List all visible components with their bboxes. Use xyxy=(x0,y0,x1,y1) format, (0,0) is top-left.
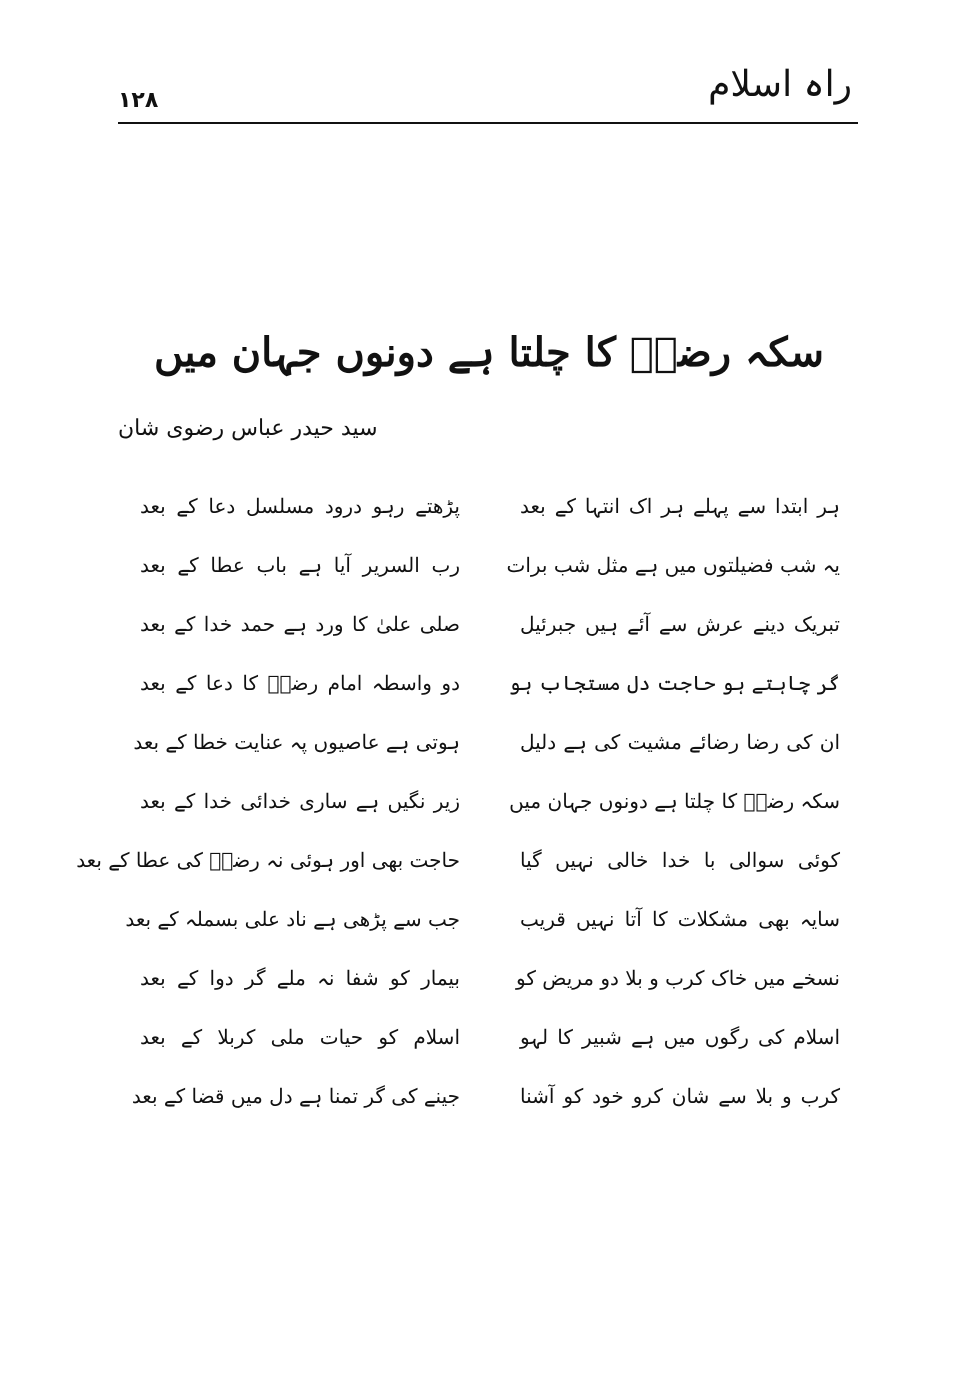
couplet-first-line: کوئی سوالی با خدا خالی نہیں گیا xyxy=(520,848,840,872)
header-divider xyxy=(118,122,858,124)
couplet-second-line: پڑھتے رہو درود مسلسل دعا کے بعد xyxy=(140,494,460,518)
couplet xyxy=(120,490,860,549)
couplet-first-line: گر چاہتے ہو حاجت دل مستجاب ہو xyxy=(508,671,840,695)
couplet-second-line: ہوتی ہے عاصیوں پہ عنایت خطا کے بعد xyxy=(133,730,460,754)
couplet-second-line: جینے کی گر تمنا ہے دل میں قضا کے بعد xyxy=(131,1084,460,1108)
journal-title: راہ اسلام xyxy=(708,64,852,105)
couplet xyxy=(120,549,860,608)
poem-body xyxy=(76,490,860,1139)
couplet-second-line: بیمار کو شفا نہ ملے گر دوا کے بعد xyxy=(140,966,460,990)
couplet xyxy=(120,726,860,785)
couplet-first-line: نسخے میں خاک کرب و بلا دو مریض کو xyxy=(515,966,840,990)
couplet xyxy=(120,1021,860,1080)
couplet-second-line: دو واسطہ امام رضاؑ کا دعا کے بعد xyxy=(140,671,460,695)
couplet xyxy=(76,844,860,903)
page-number: ۱۲۸ xyxy=(118,88,159,113)
couplet-first-line: ان کی رضا رضائے مشیت کی ہے دلیل xyxy=(520,730,840,754)
couplet xyxy=(120,962,860,1021)
poem-title: سکہ رضاؑ کا چلتا ہے دونوں جہان میں xyxy=(153,328,825,376)
couplet-second-line: زیر نگیں ہے ساری خدائی خدا کے بعد xyxy=(140,789,460,813)
couplet-first-line: کرب و بلا سے شان کرو خود کو آشنا xyxy=(520,1084,840,1108)
couplet-first-line: اسلام کی رگوں میں ہے شبیر کا لہو xyxy=(520,1025,840,1049)
poet-line xyxy=(118,416,858,441)
couplet-second-line: جب سے پڑھی ہے ناد علی بسملہ کے بعد xyxy=(125,907,460,931)
couplet-second-line: رب السریر آیا ہے باب عطا کے بعد xyxy=(140,553,460,577)
couplet-first-line: سکہ رضاؑ کا چلتا ہے دونوں جہان میں xyxy=(509,789,840,813)
couplet-first-line: تبریک دینے عرش سے آئے ہیں جبرئیل xyxy=(520,612,840,636)
couplet-second-line: حاجت بھی اور ہوئی نہ رضاؑ کی عطا کے بعد xyxy=(76,848,460,872)
couplet-second-line: اسلام کو حیات ملی کربلا کے بعد xyxy=(140,1025,460,1049)
couplet xyxy=(120,667,860,726)
couplet-first-line: یہ شب فضیلتوں میں ہے مثل شب برات xyxy=(506,553,840,577)
couplet-second-line: صلی علیٰ کا ورد ہے حمد خدا کے بعد xyxy=(140,612,460,636)
couplet xyxy=(120,1080,860,1139)
couplet-first-line: ہر ابتدا سے پہلے ہر اک انتہا کے بعد xyxy=(520,494,840,518)
couplet xyxy=(120,608,860,667)
couplet-first-line: سایہ بھی مشکلات کا آتا نہیں قریب xyxy=(520,907,840,931)
couplet xyxy=(120,785,860,844)
couplet xyxy=(120,903,860,962)
poet-name: سید حیدر عباس رضوی شان xyxy=(118,416,378,441)
